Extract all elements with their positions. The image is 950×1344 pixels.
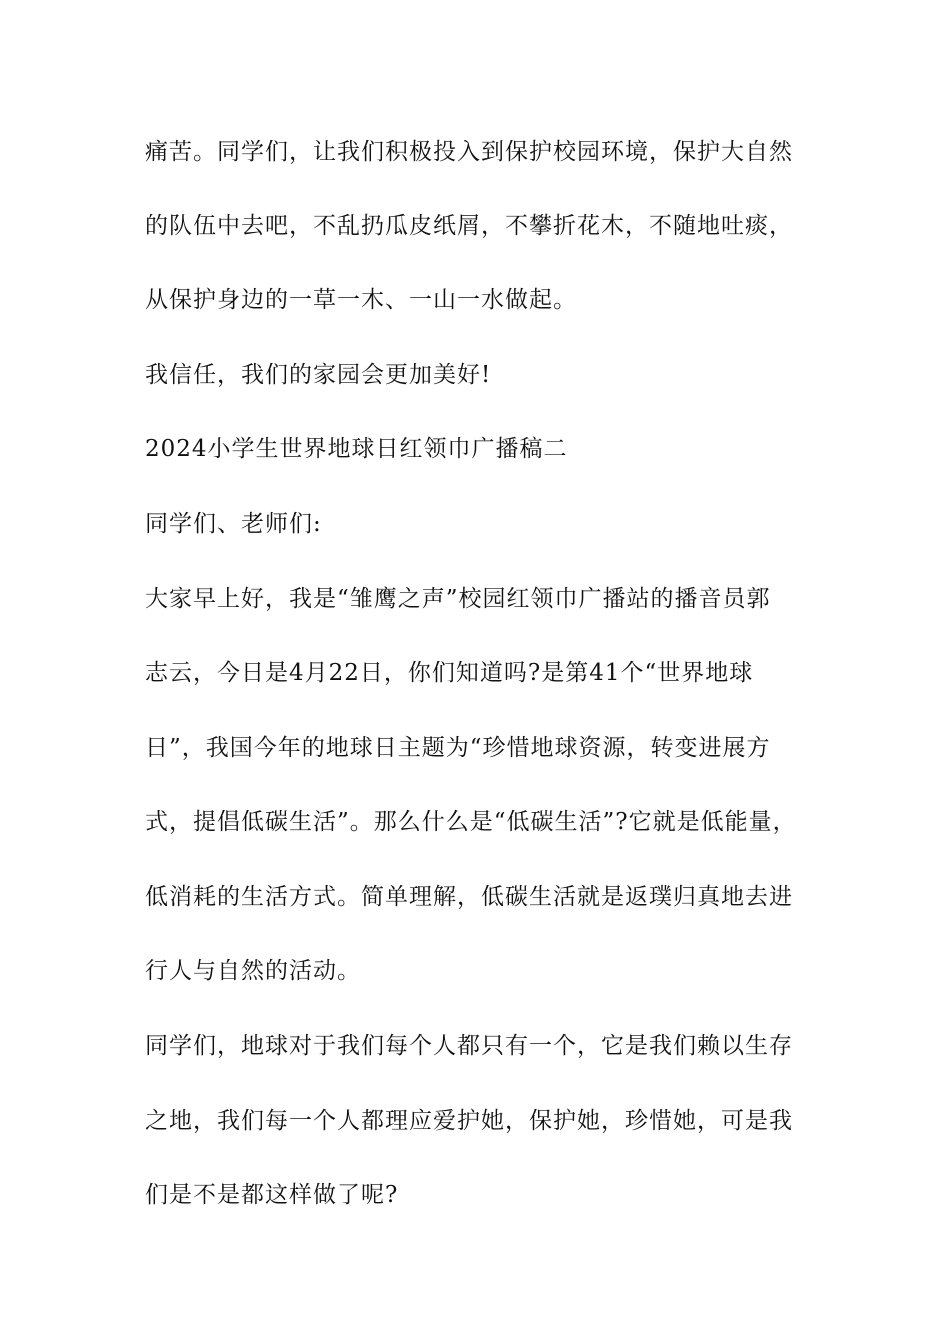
text-line-4: 我信任，我们的家园会更加美好! xyxy=(145,362,492,388)
text-line-7: 大家早上好，我是“雏鹰之声”校园红领巾广播站的播音员郭 xyxy=(145,586,771,612)
text-line-1: 痛苦。同学们，让我们积极投入到保护校园环境，保护大自然 xyxy=(145,139,793,165)
text-line-14: 之地，我们每一个人都理应爱护她，保护她，珍惜她，可是我 xyxy=(145,1108,793,1134)
text-line-6: 同学们、老师们: xyxy=(145,511,322,537)
text-line-12: 行人与自然的活动。 xyxy=(145,958,361,984)
text-line-2: 的队伍中去吧，不乱扔瓜皮纸屑，不攀折花木，不随地吐痰， xyxy=(145,213,793,239)
text-line-13: 同学们，地球对于我们每个人都只有一个，它是我们赖以生存 xyxy=(145,1033,793,1059)
text-line-11: 低消耗的生活方式。简单理解，低碳生活就是返璞归真地去进 xyxy=(145,884,793,910)
text-line-10: 式，提倡低碳生活”。那么什么是“低碳生活”?它就是低能量， xyxy=(145,809,797,835)
text-line-8: 志云，今日是4月22日，你们知道吗?是第41个“世界地球 xyxy=(145,660,754,686)
text-line-15: 们是不是都这样做了呢? xyxy=(145,1182,399,1208)
text-line-3: 从保护身边的一草一木、一山一水做起。 xyxy=(145,287,577,313)
text-line-9: 日”，我国今年的地球日主题为“珍惜地球资源，转变进展方 xyxy=(145,735,771,761)
section-heading: 2024小学生世界地球日红领巾广播稿二 xyxy=(145,436,568,462)
